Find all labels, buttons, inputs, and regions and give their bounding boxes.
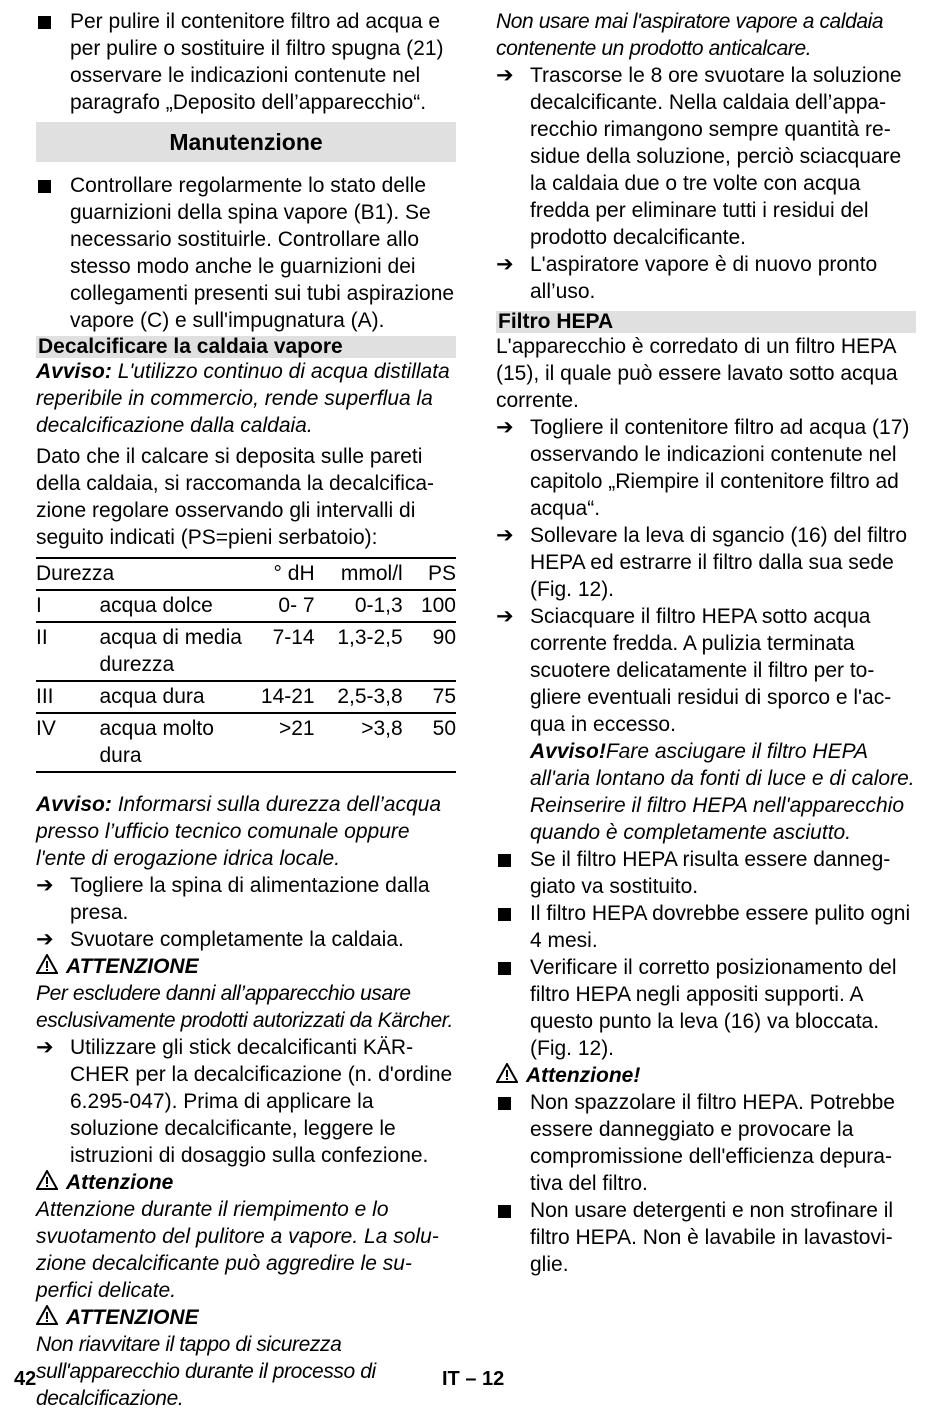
table-cell: 75 — [432, 685, 456, 708]
arrow-right-icon: ➔ — [36, 874, 54, 897]
table-cell: 0-1,3 — [354, 594, 403, 617]
warning-text: Attenzione durante il riempimento e lo svuotamento del pulitore a vapore. La soluzione decalcificante può aggredire le superfici delicate. — [36, 1198, 439, 1302]
bullet-text: Il filtro HEPA dovrebbe essere pulito ogni 4 mesi. — [530, 902, 911, 952]
bullet-square-icon — [496, 1089, 526, 1116]
step-text: Sollevare la leva di sgancio (16) del filtro HEPA ed estrarre il filtro dalla sua sede (Fig. 12). — [530, 524, 908, 601]
table-header-row — [36, 558, 456, 590]
list-item — [496, 954, 916, 1062]
column-header: mmol/l — [340, 562, 403, 585]
column-header: Durezza — [36, 562, 115, 585]
note-label: Avviso! — [530, 740, 606, 763]
table-cell: 90 — [432, 626, 456, 649]
step-text: Trascorse le 8 ore svuotare la soluzione decalcificante. Nella caldaia dell’apparecchio rimangono sempre quantità residue della soluzione, perciò sciacquare la caldaia due o tre volte con acqua fredda per eliminare tutti i residui del prodotto decalcificante. — [530, 64, 902, 249]
table-cell: 100 — [420, 594, 456, 617]
arrow-right-icon: ➔ — [496, 524, 514, 547]
note-text: Fare asciugare il filtro HEPA all'aria lontano da fonti di luce e di calore. Reinserire il filtro HEPA nell'apparecchio quando è completamente asciutto. — [530, 740, 915, 844]
list-item — [496, 414, 916, 522]
arrow-right-icon: ➔ — [496, 605, 514, 628]
bullet-text: Non usare detergenti e non strofinare il filtro HEPA. Non è lavabile in lavastoviglie. — [530, 1199, 894, 1276]
list-item — [496, 251, 916, 305]
warning-text: Non riavvitare il tappo di sicurezza sull'apparecchio durante il processo di decalcificazione. — [36, 1333, 376, 1410]
table-cell: I — [36, 594, 42, 617]
arrow-right-icon: ➔ — [36, 928, 54, 951]
table-cell: III — [36, 685, 54, 708]
list-item — [496, 900, 916, 954]
step-text: Togliere il contenitore filtro ad acqua (17) osservando le indicazioni contenute nel capitolo „Riempire il contenitore filtro ad acqua“. — [530, 416, 910, 520]
left-column — [36, 8, 456, 1412]
note-label: Avviso: — [36, 793, 112, 816]
bullet-text: Verificare il corretto posizionamento del filtro HEPA negli appositi supporti. A questo punto la leva (16) va bloccata. (Fig. 12). — [530, 956, 897, 1060]
table-cell: >21 — [278, 717, 315, 740]
table-cell: 50 — [432, 717, 456, 740]
warning-triangle-icon — [36, 954, 58, 981]
table-cell: 1,3-2,5 — [337, 626, 403, 649]
warning-triangle-icon — [496, 1063, 518, 1090]
warning-title: Attenzione! — [526, 1064, 641, 1087]
warning-text: Per escludere danni all’apparecchio usare esclusivamente prodotti autorizzati da Kärcher. — [36, 982, 453, 1032]
note-text: Informarsi sulla durezza dell’acqua presso l’ufficio tecnico comunale oppure l'ente di erogazione idrica locale. — [36, 793, 442, 870]
page-number: 42 — [14, 1368, 37, 1390]
warning-heading — [496, 1062, 916, 1089]
table-cell: 7-14 — [272, 626, 315, 649]
right-column — [496, 8, 916, 1278]
table-row — [36, 681, 456, 713]
table-row — [36, 622, 456, 681]
warning-title: ATTENZIONE — [66, 955, 199, 978]
note-hardness — [36, 791, 456, 872]
table-cell: 0- 7 — [278, 594, 315, 617]
descaling-paragraph: Dato che il calcare si deposita sulle pareti della caldaia, si raccomanda la decalcificazione regolare osservando gli intervalli di seguito indicati (PS=pieni serbatoio): — [36, 445, 435, 549]
warning-heading — [36, 1169, 456, 1196]
bullet-square-icon — [496, 900, 526, 927]
subsection-title-descaling: Decalcificare la caldaia vapore — [36, 336, 456, 358]
intro-bullet-text: Per pulire il contenitore filtro ad acqua e per pulire o sostituire il filtro spugna (21) osservare le indicazioni contenute nel paragrafo „Deposito dell’apparecchio“. — [70, 10, 444, 114]
step-text: Svuotare completamente la caldaia. — [70, 928, 404, 951]
note-hepa — [530, 738, 916, 846]
table-cell: 2,5-3,8 — [337, 685, 403, 708]
step-text: Sciacquare il filtro HEPA sotto acqua corrente fredda. A pulizia terminata scuotere delicatamente il filtro per togliere eventuali residui di sporco e l'acqua in eccesso. — [530, 605, 892, 736]
warning-heading — [36, 1304, 456, 1331]
hardness-table — [36, 557, 456, 773]
table-row — [36, 590, 456, 622]
list-item — [36, 8, 456, 116]
warning-heading — [36, 953, 456, 980]
list-item — [496, 1197, 916, 1278]
list-item — [496, 62, 916, 251]
bullet-square-icon — [496, 1197, 526, 1224]
table-row — [36, 713, 456, 772]
arrow-right-icon: ➔ — [496, 253, 514, 276]
bullet-square-icon — [496, 954, 526, 981]
list-item — [496, 1089, 916, 1197]
section-page-number: IT – 12 — [442, 1368, 505, 1390]
list-item — [496, 522, 916, 603]
list-item — [36, 872, 456, 926]
list-item — [496, 603, 916, 846]
table-cell: IV — [36, 717, 56, 740]
table-cell: acqua dura — [99, 685, 205, 708]
table-cell: >3,8 — [361, 717, 403, 740]
hepa-paragraph: L'apparecchio è corredato di un filtro HEPA (15), il quale può essere lavato sotto acqua corrente. — [496, 335, 898, 412]
bullet-square-icon — [36, 8, 66, 35]
table-cell: acqua dolce — [99, 594, 213, 617]
table-cell: acqua di media durezza — [99, 626, 242, 676]
list-item — [496, 846, 916, 900]
bullet-square-icon — [36, 172, 66, 199]
arrow-right-icon: ➔ — [36, 1036, 54, 1059]
bullet-text: Se il filtro HEPA risulta essere danneggiato va sostituito. — [530, 848, 891, 898]
list-item — [36, 172, 456, 334]
warning-title: ATTENZIONE — [66, 1306, 199, 1329]
list-item — [36, 1034, 456, 1169]
arrow-right-icon: ➔ — [496, 416, 514, 439]
maintenance-bullet-text: Controllare regolarmente lo stato delle guarnizioni della spina vapore (B1). Se necessario sostituirle. Controllare allo stesso modo anche le guarnizioni dei collegamenti presenti sui tubi aspirazione vapore (C) e sull'impugnatura (A). — [70, 174, 455, 332]
note-text: L'utilizzo continuo di acqua distillata reperibile in commercio, rende superflua la decalcificazione dalla caldaia. — [36, 360, 450, 437]
step-text: Togliere la spina di alimentazione dalla presa. — [70, 874, 430, 924]
note-label: Avviso: — [36, 360, 112, 383]
table-cell: II — [36, 626, 48, 649]
step-text: Utilizzare gli stick decalcificanti KÄRCHER per la decalcificazione (n. d'ordine 6.295-047). Prima di applicare la soluzione decalcificante, leggere le istruzioni di dosaggio sulla confezione. — [70, 1036, 453, 1167]
column-header: ° dH — [273, 562, 315, 585]
bullet-square-icon — [496, 846, 526, 873]
column-header: PS — [427, 562, 456, 585]
warning-triangle-icon — [36, 1305, 58, 1332]
list-item — [36, 926, 456, 953]
warning-title: Attenzione — [66, 1171, 174, 1194]
step-text: L'aspiratore vapore è di nuovo pronto all’uso. — [530, 253, 878, 303]
arrow-right-icon: ➔ — [496, 64, 514, 87]
subsection-title-hepa: Filtro HEPA — [496, 311, 916, 333]
warning-triangle-icon — [36, 1170, 58, 1197]
bullet-text: Non spazzolare il filtro HEPA. Potrebbe essere danneggiato e provocare la compromissione dell'efficienza depurativa del filtro. — [530, 1091, 895, 1195]
table-cell: acqua molto dura — [99, 717, 214, 767]
warning-text-continued: Non usare mai l'aspiratore vapore a caldaia contenente un prodotto anticalcare. — [496, 10, 884, 60]
note-descaling — [36, 358, 456, 439]
section-title-maintenance: Manutenzione — [36, 122, 456, 162]
table-cell: 14-21 — [260, 685, 315, 708]
